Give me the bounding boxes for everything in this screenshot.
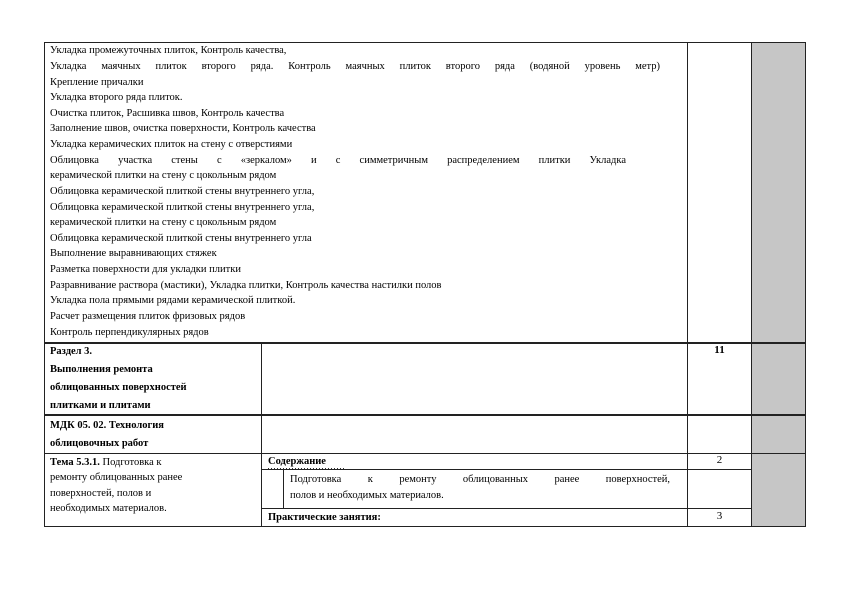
top-line-8: Облицовка участка стены с «зеркалом» и с симметричным распределением плитки Укладка — [50, 155, 626, 166]
top-line-18: Расчет размещения плиток фризовых рядов — [50, 311, 246, 322]
section3-hours: 11 — [714, 344, 725, 356]
row-divider-2 — [44, 414, 806, 416]
top-line-16: Разравнивание раствора (мастики), Укладка плитки, Контроль качества настилки полов — [50, 280, 442, 291]
topic-title-line-3: поверхностей, полов и — [50, 488, 152, 499]
table-border-left — [44, 42, 45, 527]
top-line-13: Облицовка керамической плиткой стены внутреннего угла — [50, 233, 312, 244]
top-line-7: Укладка керамических плиток на стену с отверстиями — [50, 139, 293, 150]
top-line-5: Очистка плиток, Расшивка швов, Контроль качества — [50, 108, 285, 119]
section3-title-line-4: плитками и плитами — [50, 400, 151, 411]
section3-title-line-2: Выполнения ремонта — [50, 364, 153, 375]
row-divider-content — [261, 469, 751, 470]
top-line-3: Крепление причалки — [50, 77, 144, 88]
topic-title-line-2: ремонту облицованных ранее — [50, 472, 183, 483]
top-line-15: Разметка поверхности для укладки плитки — [50, 264, 241, 275]
table-border-right — [805, 42, 806, 527]
top-line-4: Укладка второго ряда плиток. — [50, 92, 183, 103]
col-divider-main — [261, 342, 262, 527]
col-divider-level — [751, 42, 752, 527]
item-number: 1 — [270, 473, 276, 484]
top-line-19: Контроль перпендикулярных рядов — [50, 327, 209, 338]
mdk-title-line-1: МДК 05. 02. Технология — [50, 420, 164, 431]
top-line-9: керамической плитки на стену с цокольным рядом — [50, 170, 277, 181]
topic-title-start: Подготовка к — [99, 457, 162, 468]
topic-title-line-1 — [50, 455, 162, 471]
practice-hours: 3 — [716, 510, 723, 522]
row-divider-practice — [261, 508, 751, 509]
table-border-bottom — [44, 526, 806, 527]
item-text-line-1: Подготовка к ремонту облицованных ранее поверхностей, — [290, 474, 670, 485]
top-line-12: керамической плитки на стену с цокольным рядом — [50, 217, 277, 228]
topic-title-line-4: необходимых материалов. — [50, 503, 167, 514]
section3-title-line-3: облицованных поверхностей — [50, 382, 187, 393]
item-text-line-2: полов и необходимых материалов. — [290, 490, 444, 501]
top-line-10: Облицовка керамической плиткой стены внутреннего угла, — [50, 186, 315, 197]
practice-header: Практические занятия: — [268, 512, 381, 523]
content-hours: 2 — [716, 454, 723, 466]
top-line-11: Облицовка керамической плиткой стены внутреннего угла, — [50, 202, 315, 213]
top-line-14: Выполнение выравнивающих стяжек — [50, 248, 217, 259]
shaded-column — [751, 42, 806, 527]
topic-label: Тема 5.3.1. — [50, 457, 100, 468]
item-number-divider — [283, 469, 284, 509]
top-line-2: Укладка маячных плиток второго ряда. Контроль маячных плиток второго ряда (водяной уровень метр) — [50, 61, 660, 72]
top-line-17: Укладка пола прямыми рядами керамической плиткой. — [50, 295, 296, 306]
mdk-title-line-2: облицовочных работ — [50, 438, 149, 449]
section3-title-line-1: Раздел 3. — [50, 346, 93, 357]
top-line-6: Заполнение швов, очистка поверхности, Контроль качества — [50, 123, 316, 134]
content-header-dotted-underline — [268, 468, 346, 469]
top-line-1: Укладка промежуточных плиток, Контроль качества, — [50, 45, 287, 56]
content-header: Содержание — [268, 456, 326, 467]
